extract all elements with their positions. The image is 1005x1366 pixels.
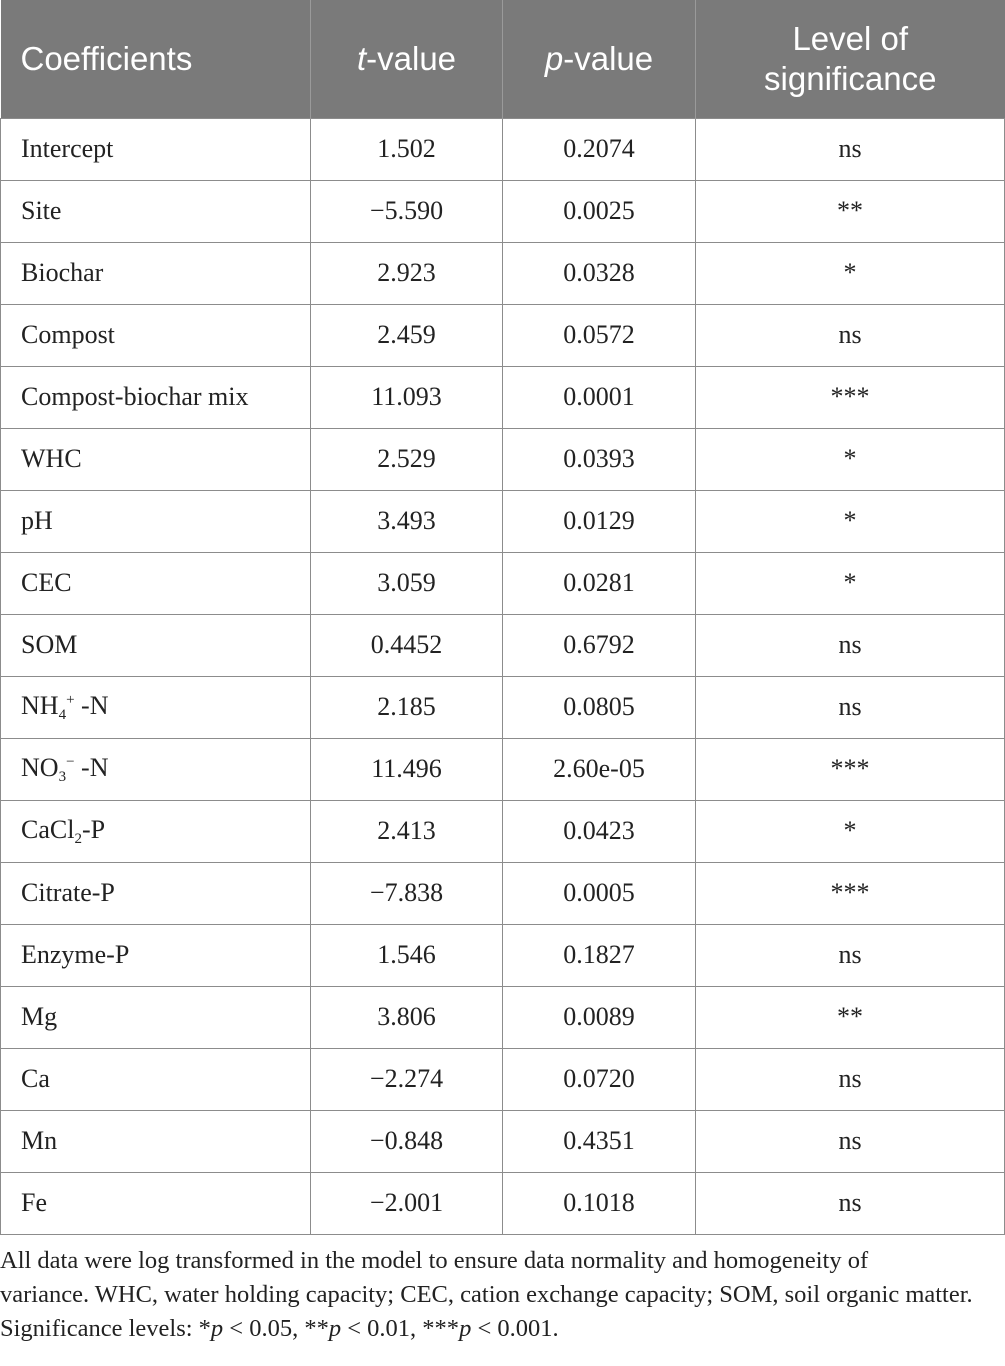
table-row	[1, 552, 1005, 614]
table-body	[1, 118, 1005, 1234]
cell-p-value: 0.0393	[503, 428, 696, 490]
cell-coefficient-name: pH	[1, 490, 311, 552]
cell-t-value: 3.806	[311, 986, 503, 1048]
cell-t-value: 0.4452	[311, 614, 503, 676]
table-row	[1, 1110, 1005, 1172]
cell-t-value: 2.413	[311, 800, 503, 862]
coefficient-name-superscript: −	[66, 753, 75, 770]
coefficient-name-suffix: -P	[81, 814, 106, 844]
table-row	[1, 242, 1005, 304]
header-coefficients: Coefficients	[1, 0, 311, 118]
coefficient-name-base: NH	[21, 690, 59, 720]
cell-coefficient-name	[1, 738, 311, 800]
table-row	[1, 924, 1005, 986]
cell-significance: ***	[696, 862, 1005, 924]
cell-p-value: 0.0005	[503, 862, 696, 924]
cell-coefficient-name: Intercept	[1, 118, 311, 180]
cell-significance: ***	[696, 738, 1005, 800]
cell-coefficient-name: WHC	[1, 428, 311, 490]
cell-p-value: 2.60e-05	[503, 738, 696, 800]
coefficient-name-suffix: -N	[74, 752, 109, 782]
footnote-sig-c: < 0.001.	[471, 1315, 559, 1342]
table-row	[1, 304, 1005, 366]
cell-coefficient-name: Compost-biochar mix	[1, 366, 311, 428]
cell-t-value: 3.493	[311, 490, 503, 552]
table-row	[1, 986, 1005, 1048]
cell-p-value: 0.0328	[503, 242, 696, 304]
header-t-rest: -value	[366, 39, 457, 77]
cell-significance: ns	[696, 118, 1005, 180]
coefficient-name-base: NO	[21, 752, 59, 782]
table-row	[1, 676, 1005, 738]
cell-p-value: 0.6792	[503, 614, 696, 676]
cell-p-value: 0.0572	[503, 304, 696, 366]
cell-t-value: 1.502	[311, 118, 503, 180]
header-significance-line2: significance	[764, 59, 937, 97]
cell-t-value: −7.838	[311, 862, 503, 924]
cell-significance: *	[696, 552, 1005, 614]
table-row	[1, 738, 1005, 800]
table-row	[1, 614, 1005, 676]
cell-coefficient-name: Compost	[1, 304, 311, 366]
cell-significance: ns	[696, 676, 1005, 738]
header-level-of-significance	[696, 0, 1005, 118]
cell-significance: ***	[696, 366, 1005, 428]
cell-significance: ns	[696, 1110, 1005, 1172]
cell-coefficient-name: Site	[1, 180, 311, 242]
cell-significance: **	[696, 180, 1005, 242]
cell-coefficient-name: Mg	[1, 986, 311, 1048]
header-p-italic: p	[544, 39, 564, 77]
cell-p-value: 0.1827	[503, 924, 696, 986]
cell-coefficient-name: Biochar	[1, 242, 311, 304]
cell-p-value: 0.0805	[503, 676, 696, 738]
table-row	[1, 118, 1005, 180]
cell-t-value: 2.923	[311, 242, 503, 304]
table-footnote	[0, 1244, 1000, 1346]
cell-significance: ns	[696, 924, 1005, 986]
cell-t-value: 11.093	[311, 366, 503, 428]
cell-significance: ns	[696, 1048, 1005, 1110]
cell-coefficient-name: Ca	[1, 1048, 311, 1110]
cell-p-value: 0.4351	[503, 1110, 696, 1172]
table-row	[1, 428, 1005, 490]
cell-p-value: 0.0281	[503, 552, 696, 614]
header-p-rest: -value	[563, 39, 654, 77]
cell-significance: *	[696, 242, 1005, 304]
footnote-p-symbol: p	[328, 1315, 342, 1342]
table-row	[1, 490, 1005, 552]
cell-coefficient-name: Mn	[1, 1110, 311, 1172]
table-header-row	[1, 0, 1005, 118]
cell-t-value: −2.274	[311, 1048, 503, 1110]
cell-significance: *	[696, 428, 1005, 490]
cell-p-value: 0.0129	[503, 490, 696, 552]
cell-significance: ns	[696, 1172, 1005, 1234]
coefficient-name-base: CaCl	[21, 814, 75, 844]
cell-coefficient-name: Enzyme-P	[1, 924, 311, 986]
footnote-p-symbol: p	[210, 1315, 224, 1342]
table-row	[1, 800, 1005, 862]
footnote-p-symbol: p	[459, 1315, 472, 1342]
cell-t-value: 2.529	[311, 428, 503, 490]
cell-significance: *	[696, 490, 1005, 552]
cell-coefficient-name: Citrate-P	[1, 862, 311, 924]
cell-significance: ns	[696, 614, 1005, 676]
cell-t-value: 3.059	[311, 552, 503, 614]
cell-p-value: 0.0423	[503, 800, 696, 862]
cell-coefficient-name: SOM	[1, 614, 311, 676]
cell-p-value: 0.0089	[503, 986, 696, 1048]
cell-t-value: 1.546	[311, 924, 503, 986]
footnote-sig-a: < 0.05, **	[223, 1315, 329, 1342]
header-p-value	[503, 0, 696, 118]
cell-t-value: −0.848	[311, 1110, 503, 1172]
header-t-value	[311, 0, 503, 118]
coefficient-name-subscript: 4	[58, 706, 67, 723]
cell-coefficient-name	[1, 676, 311, 738]
footnote-line-3	[0, 1312, 1000, 1346]
footnote-line-1: All data were log transformed in the model to ensure data normality and homogeneity of	[0, 1247, 869, 1274]
cell-significance: *	[696, 800, 1005, 862]
cell-p-value: 0.0001	[503, 366, 696, 428]
header-significance-line1: Level of	[792, 19, 909, 57]
footnote-sig-b: < 0.01, ***	[341, 1315, 460, 1342]
table-row	[1, 180, 1005, 242]
cell-t-value: −5.590	[311, 180, 503, 242]
header-t-italic: t	[356, 39, 367, 77]
cell-t-value: −2.001	[311, 1172, 503, 1234]
coefficient-name-subscript: 2	[74, 830, 82, 847]
cell-coefficient-name	[1, 800, 311, 862]
cell-significance: ns	[696, 304, 1005, 366]
cell-coefficient-name: CEC	[1, 552, 311, 614]
cell-t-value: 11.496	[311, 738, 503, 800]
cell-t-value: 2.185	[311, 676, 503, 738]
cell-t-value: 2.459	[311, 304, 503, 366]
table-row	[1, 1172, 1005, 1234]
cell-p-value: 0.0025	[503, 180, 696, 242]
footnote-line-2: variance. WHC, water holding capacity; CEC, cation exchange capacity; SOM, soil organic matter.	[0, 1281, 973, 1308]
footnote-sig-prefix: Significance levels: *	[0, 1315, 211, 1342]
coefficient-name-superscript: +	[66, 691, 75, 708]
coefficient-name-suffix: -N	[74, 690, 109, 720]
cell-coefficient-name: Fe	[1, 1172, 311, 1234]
coefficient-name-subscript: 3	[58, 768, 67, 785]
table-row	[1, 1048, 1005, 1110]
table-row	[1, 862, 1005, 924]
cell-p-value: 0.2074	[503, 118, 696, 180]
cell-significance: **	[696, 986, 1005, 1048]
cell-p-value: 0.1018	[503, 1172, 696, 1234]
table-row	[1, 366, 1005, 428]
cell-p-value: 0.0720	[503, 1048, 696, 1110]
